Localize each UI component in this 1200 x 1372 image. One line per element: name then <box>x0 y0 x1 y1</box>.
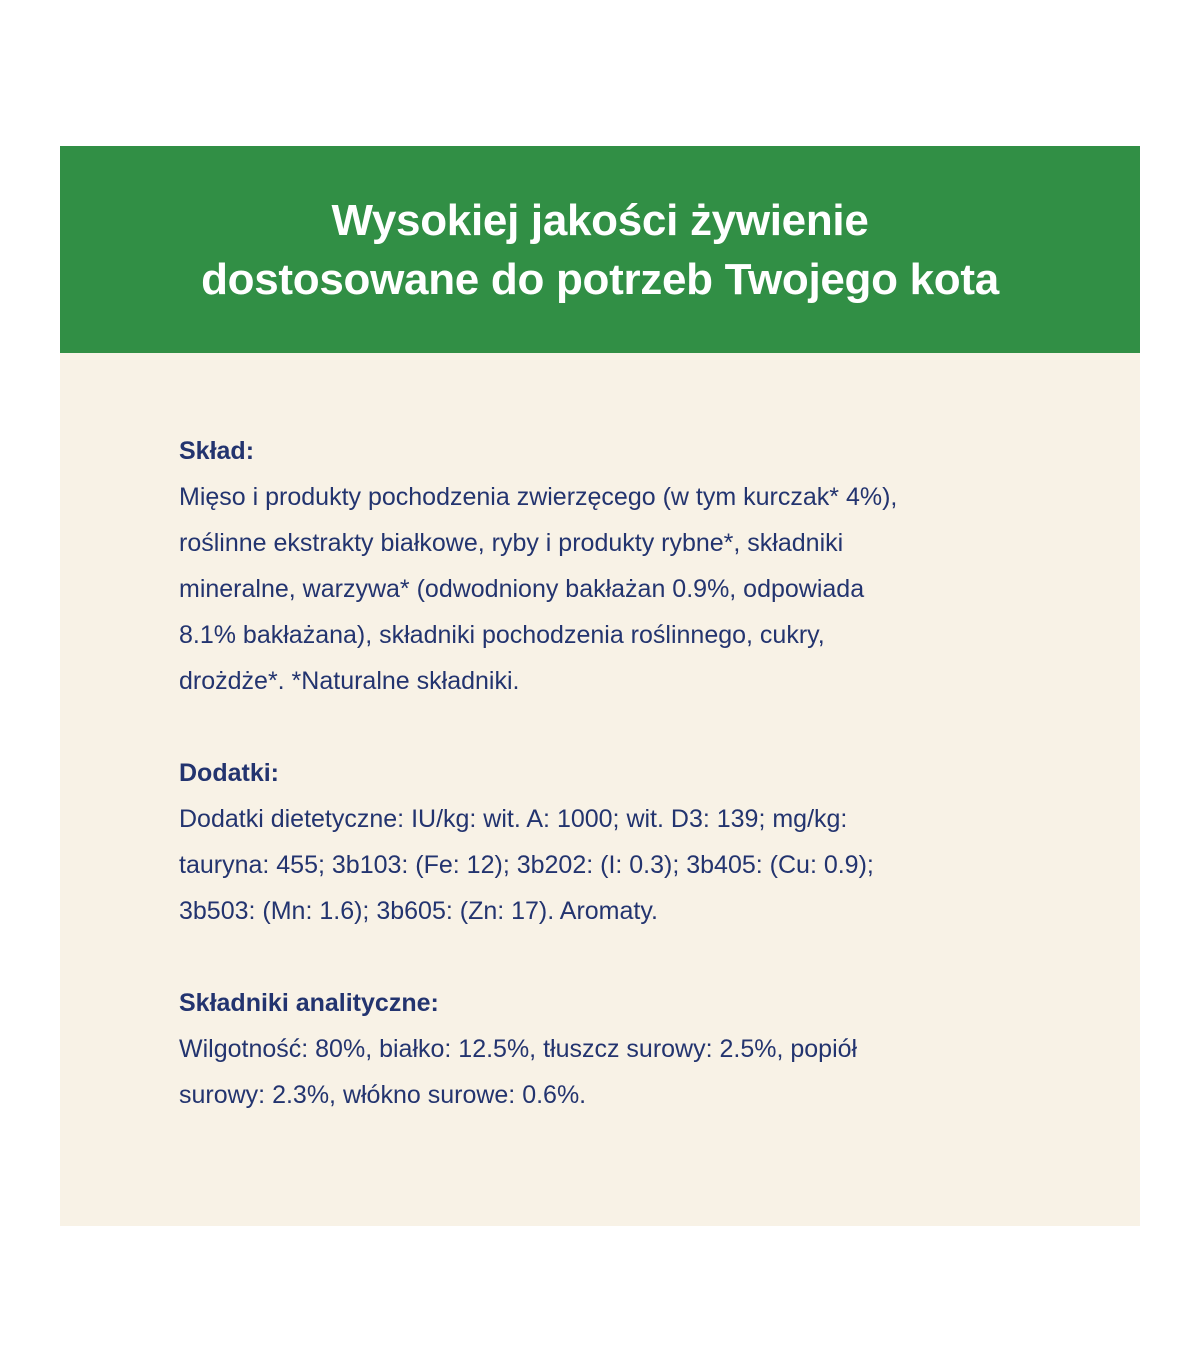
section-additives <box>179 750 1059 934</box>
section-composition <box>179 428 1059 704</box>
section-text-line: drożdże*. *Naturalne składniki. <box>179 667 520 695</box>
section-text-line: 3b503: (Mn: 1.6); 3b605: (Zn: 17). Aromaty. <box>179 897 658 925</box>
section-text-line: mineralne, warzywa* (odwodniony bakłażan 0.9%, odpowiada <box>179 575 865 603</box>
section-heading: Skład: <box>179 437 255 465</box>
section-text-line: 8.1% bakłażana), składniki pochodzenia roślinnego, cukry, <box>179 621 825 649</box>
section-analytical <box>179 980 1059 1118</box>
content-panel <box>60 353 1140 1226</box>
section-text-line: Dodatki dietetyczne: IU/kg: wit. A: 1000; wit. D3: 139; mg/kg: <box>179 805 848 833</box>
section-heading: Składniki analityczne: <box>179 989 439 1017</box>
section-heading: Dodatki: <box>179 759 279 787</box>
section-text-line: tauryna: 455; 3b103: (Fe: 12); 3b202: (I: 0.3); 3b405: (Cu: 0.9); <box>179 851 874 879</box>
title-line-1: Wysokiej jakości żywienie <box>331 195 869 245</box>
section-text-line: Wilgotność: 80%, białko: 12.5%, tłuszcz surowy: 2.5%, popiół <box>179 1035 858 1063</box>
section-text-line: Mięso i produkty pochodzenia zwierzęcego (w tym kurczak* 4%), <box>179 483 898 511</box>
section-text-line: surowy: 2.3%, włókno surowe: 0.6%. <box>179 1081 587 1109</box>
title-line-2: dostosowane do potrzeb Twojego kota <box>201 254 999 304</box>
sections-list <box>179 428 1059 1164</box>
title-banner <box>60 146 1140 353</box>
section-text-line: roślinne ekstrakty białkowe, ryby i produkty rybne*, składniki <box>179 529 844 557</box>
nutrition-card <box>60 146 1140 1226</box>
